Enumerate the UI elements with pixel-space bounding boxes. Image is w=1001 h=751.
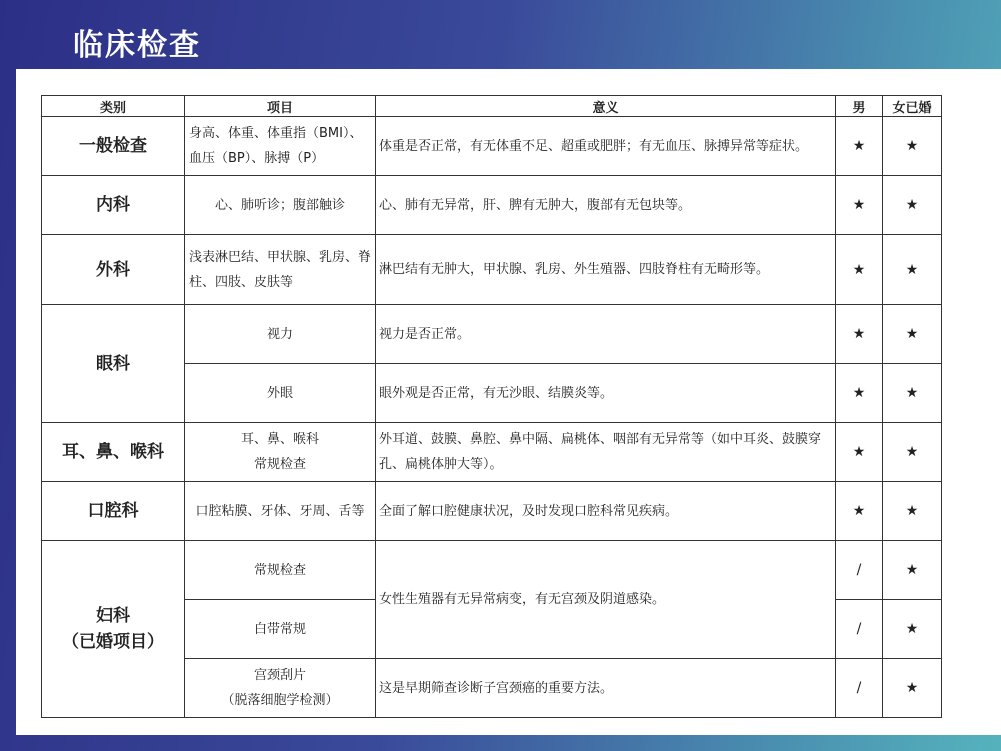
male-mark: ★ [836,176,883,235]
female-mark: ★ [883,364,942,423]
category-cell: 外科 [42,235,185,305]
category-cell: 耳、鼻、喉科 [42,423,185,482]
content-panel [16,69,1001,735]
category-line: （已婚项目） [62,632,164,652]
item-text: 身高、体重、体重指（BMI）、血压（BP）、脉搏（P） [189,126,363,166]
item-cell [185,659,376,718]
male-mark: ★ [836,364,883,423]
item-cell: 外眼 [185,364,376,423]
category-cell: 眼科 [42,305,185,423]
meaning-cell: 心、肺有无异常，肝、脾有无肿大，腹部有无包块等。 [376,176,836,235]
table-row [42,541,942,600]
item-line: 常规检查 [253,457,306,472]
header-meaning: 意义 [376,96,836,117]
meaning-cell: 全面了解口腔健康状况，及时发现口腔科常见疾病。 [376,482,836,541]
category-cell: 口腔科 [42,482,185,541]
female-mark: ★ [883,541,942,600]
table-row [42,176,942,235]
header-female-married: 女已婚 [883,96,942,117]
item-line: （脱落细胞学检测） [221,693,339,708]
female-mark: ★ [883,600,942,659]
table-row [42,117,942,176]
item-cell: 视力 [185,305,376,364]
category-cell: 一般检查 [42,117,185,176]
item-cell: 心、肺听诊；腹部触诊 [185,176,376,235]
item-cell: 常规检查 [185,541,376,600]
category-line: 妇科 [96,606,130,626]
meaning-cell: 体重是否正常，有无体重不足、超重或肥胖；有无血压、脉搏异常等症状。 [376,117,836,176]
table-row [42,235,942,305]
female-mark: ★ [883,482,942,541]
item-line: 耳、鼻、喉科 [240,432,319,447]
male-mark: ★ [836,482,883,541]
female-mark: ★ [883,305,942,364]
page-title: 临床检查 [73,28,201,63]
item-cell [185,117,376,176]
item-cell: 浅表淋巴结、甲状腺、乳房、脊柱、四肢、皮肤等 [185,235,376,305]
category-cell [42,541,185,718]
table-row [42,423,942,482]
meaning-cell: 眼外观是否正常，有无沙眼、结膜炎等。 [376,364,836,423]
male-mark: / [836,541,883,600]
table-row [42,305,942,364]
header-category: 类别 [42,96,185,117]
header-item: 项目 [185,96,376,117]
meaning-cell: 淋巴结有无肿大，甲状腺、乳房、外生殖器、四肢脊柱有无畸形等。 [376,235,836,305]
male-mark: ★ [836,423,883,482]
female-mark: ★ [883,423,942,482]
meaning-cell: 外耳道、鼓膜、鼻腔、鼻中隔、扁桃体、咽部有无异常等（如中耳炎、鼓膜穿孔、扁桃体肿大等）。 [376,423,836,482]
item-cell: 白带常规 [185,600,376,659]
female-mark: ★ [883,117,942,176]
table-row [42,482,942,541]
table-header-row [42,96,942,117]
male-mark: ★ [836,235,883,305]
exam-table [41,95,942,718]
item-cell [185,423,376,482]
meaning-cell: 女性生殖器有无异常病变，有无宫颈及阴道感染。 [376,541,836,659]
item-cell: 口腔粘膜、牙体、牙周、舌等 [185,482,376,541]
female-mark: ★ [883,176,942,235]
male-mark: ★ [836,117,883,176]
female-mark: ★ [883,659,942,718]
meaning-cell: 这是早期筛查诊断子宫颈癌的重要方法。 [376,659,836,718]
male-mark: / [836,600,883,659]
female-mark: ★ [883,235,942,305]
item-line: 宫颈刮片 [253,668,306,683]
male-mark: ★ [836,305,883,364]
category-cell: 内科 [42,176,185,235]
meaning-cell: 视力是否正常。 [376,305,836,364]
header-male: 男 [836,96,883,117]
male-mark: / [836,659,883,718]
